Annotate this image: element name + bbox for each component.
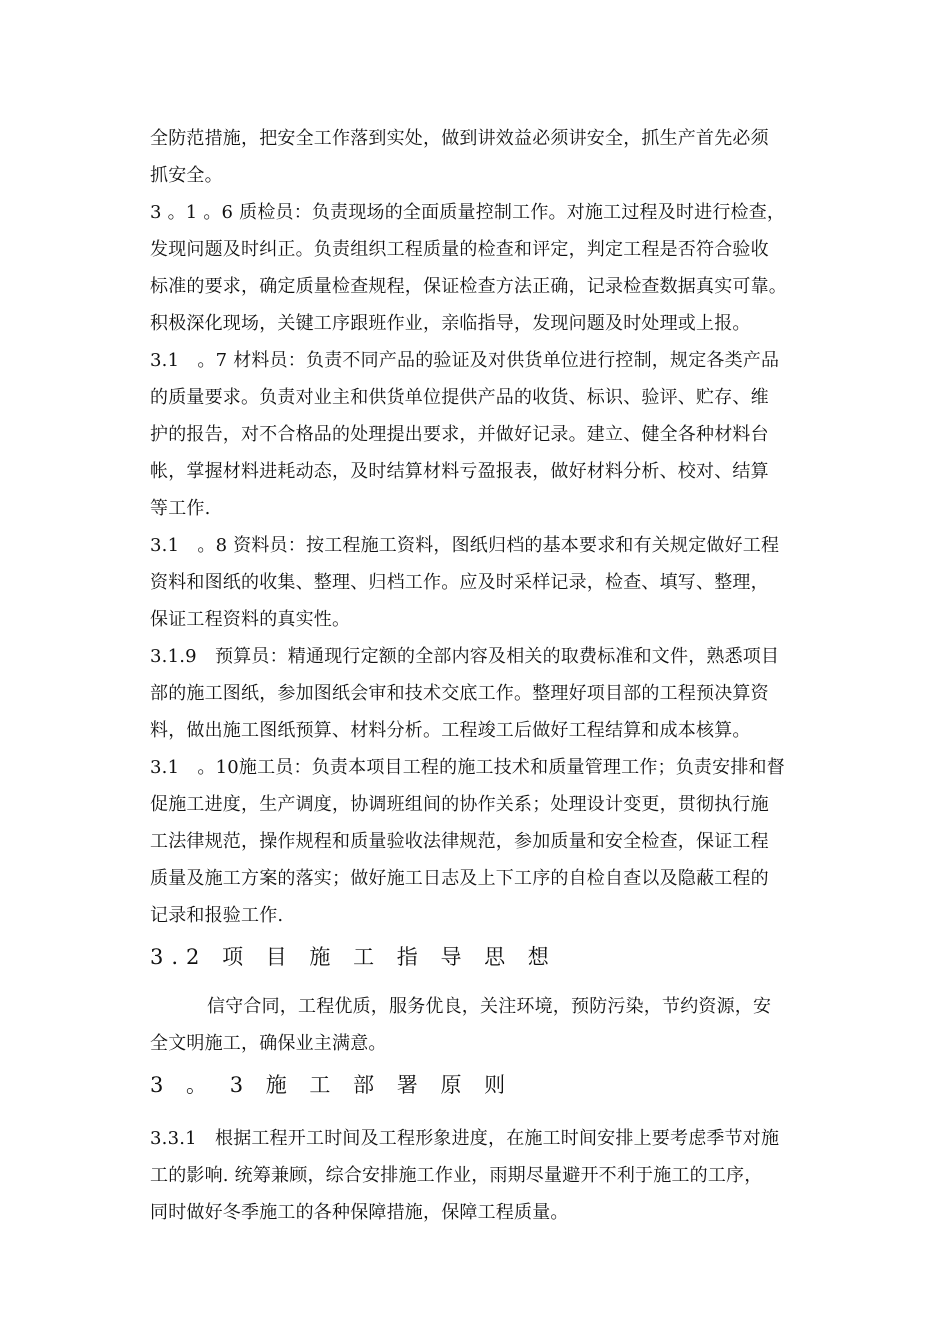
text-line: 保证工程资料的真实性。 bbox=[150, 609, 351, 630]
text-line: 3 。1 。6 质检员：负责现场的全面质量控制工作。对施工过程及时进行检查， bbox=[150, 202, 786, 223]
text-line: 促施工进度，生产调度，协调班组间的协作关系；处理设计变更，贯彻执行施 bbox=[150, 794, 769, 815]
text-line: 同时做好冬季施工的各种保障措施，保障工程质量。 bbox=[150, 1202, 569, 1223]
text-line: 部的施工图纸，参加图纸会审和技术交底工作。整理好项目部的工程预决算资 bbox=[150, 683, 769, 704]
document-page bbox=[150, 120, 812, 1231]
text-line: 信守合同，工程优质，服务优良，关注环境，预防污染，节约资源，安 bbox=[207, 996, 772, 1017]
text-line: 全防范措施，把安全工作落到实处，做到讲效益必须讲安全，抓生产首先必须 bbox=[150, 128, 769, 149]
text-line: 积极深化现场，关键工序跟班作业，亲临指导，发现问题及时处理或上报。 bbox=[150, 313, 751, 334]
text-line: 护的报告，对不合格品的处理提出要求，并做好记录。建立、健全各种材料台 bbox=[150, 424, 769, 445]
section-heading-3-2: 3.2 项 目 施 工 指 导 思 想 bbox=[150, 945, 557, 969]
text-line: 3.1.9 预算员：精通现行定额的全部内容及相关的取费标准和文件，熟悉项目 bbox=[150, 646, 780, 667]
text-line: 帐，掌握材料进耗动态，及时结算材料亏盈报表，做好材料分析、校对、结算 bbox=[150, 461, 769, 482]
text-line: 等工作. bbox=[150, 498, 211, 519]
section-3-3-paragraph bbox=[150, 1120, 812, 1231]
text-line: 料，做出施工图纸预算、材料分析。工程竣工后做好工程结算和成本核算。 bbox=[150, 720, 751, 741]
text-line: 工法律规范，操作规程和质量验收法律规范，参加质量和安全检查，保证工程 bbox=[150, 831, 769, 852]
text-line: 3.1 。10施工员：负责本项目工程的施工技术和质量管理工作；负责安排和督 bbox=[150, 757, 785, 778]
text-line: 抓安全。 bbox=[150, 165, 223, 186]
text-line: 标准的要求，确定质量检查规程，保证检查方法正确，记录检查数据真实可靠。 bbox=[150, 276, 787, 297]
section-3-2-paragraph bbox=[150, 988, 812, 1062]
text-line: 资料和图纸的收集、整理、归档工作。应及时采样记录，检查、填写、整理， bbox=[150, 572, 769, 593]
text-line: 的质量要求。负责对业主和供货单位提供产品的收货、标识、验评、贮存、维 bbox=[150, 387, 769, 408]
text-line: 3.1 。7 材料员：负责不同产品的验证及对供货单位进行控制，规定各类产品 bbox=[150, 350, 780, 371]
text-line: 发现问题及时纠正。负责组织工程质量的检查和评定，判定工程是否符合验收 bbox=[150, 239, 769, 260]
text-line: 3.3.1 根据工程开工时间及工程形象进度，在施工时间安排上要考虑季节对施 bbox=[150, 1128, 780, 1149]
text-line: 3.1 。8 资料员：按工程施工资料，图纸归档的基本要求和有关规定做好工程 bbox=[150, 535, 780, 556]
text-line: 记录和报验工作. bbox=[150, 905, 284, 926]
text-line: 质量及施工方案的落实；做好施工日志及上下工序的自检自查以及隐蔽工程的 bbox=[150, 868, 769, 889]
text-line: 全文明施工，确保业主满意。 bbox=[150, 1033, 387, 1054]
text-line: 工的影响. 统筹兼顾，综合安排施工作业，雨期尽量避开不利于施工的工序， bbox=[150, 1165, 763, 1186]
section-heading-3-3: 3 。 3 施 工 部 署 原 则 bbox=[150, 1073, 514, 1097]
body-text-block bbox=[150, 120, 812, 934]
